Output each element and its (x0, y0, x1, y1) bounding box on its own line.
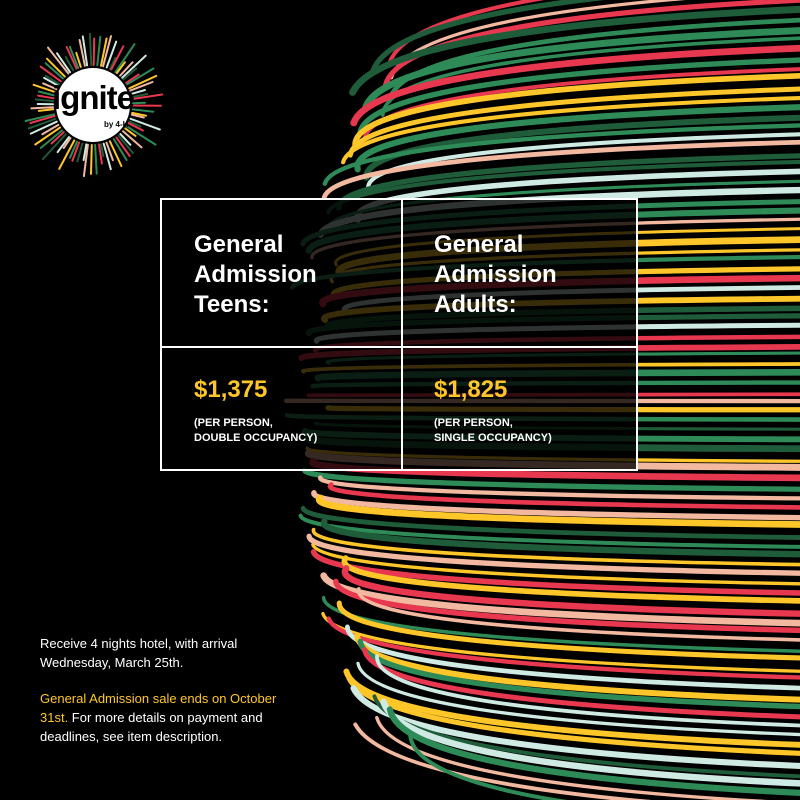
pricing-divider-horizontal (162, 346, 636, 348)
ignite-logo (18, 30, 168, 180)
burst-ray (95, 145, 97, 174)
sale-deadline-highlight: General Admission sale ends on October 31st. (40, 691, 277, 725)
burst-ray (91, 145, 92, 174)
burst-ray (58, 137, 69, 152)
adults-price: $1,825 (434, 376, 508, 403)
adults-occupancy-note: (PER PERSON, SINGLE OCCUPANCY) (434, 417, 552, 444)
sale-details: For more details on payment and deadlines, see item description. (40, 710, 263, 744)
burst-ray (110, 141, 122, 166)
adults-title: General Admission Adults: (434, 231, 557, 318)
teens-price: $1,375 (194, 376, 268, 403)
burst-ray (90, 34, 91, 65)
burst-ray (97, 37, 100, 65)
teens-occupancy-note: (PER PERSON, DOUBLE OCCUPANCY) (194, 417, 318, 444)
burst-ray (94, 39, 95, 66)
teens-title: General Admission Teens: (194, 231, 317, 318)
sale-info (40, 689, 280, 746)
logo-tagline: by 4-H (104, 120, 129, 129)
pricing-table (160, 198, 638, 471)
hotel-info: Receive 4 nights hotel, with arrival Wednesday, March 25th. (40, 636, 238, 670)
logo-wordmark: ignite (52, 79, 134, 116)
pricing-divider-vertical (401, 200, 403, 469)
info-text (40, 634, 280, 763)
